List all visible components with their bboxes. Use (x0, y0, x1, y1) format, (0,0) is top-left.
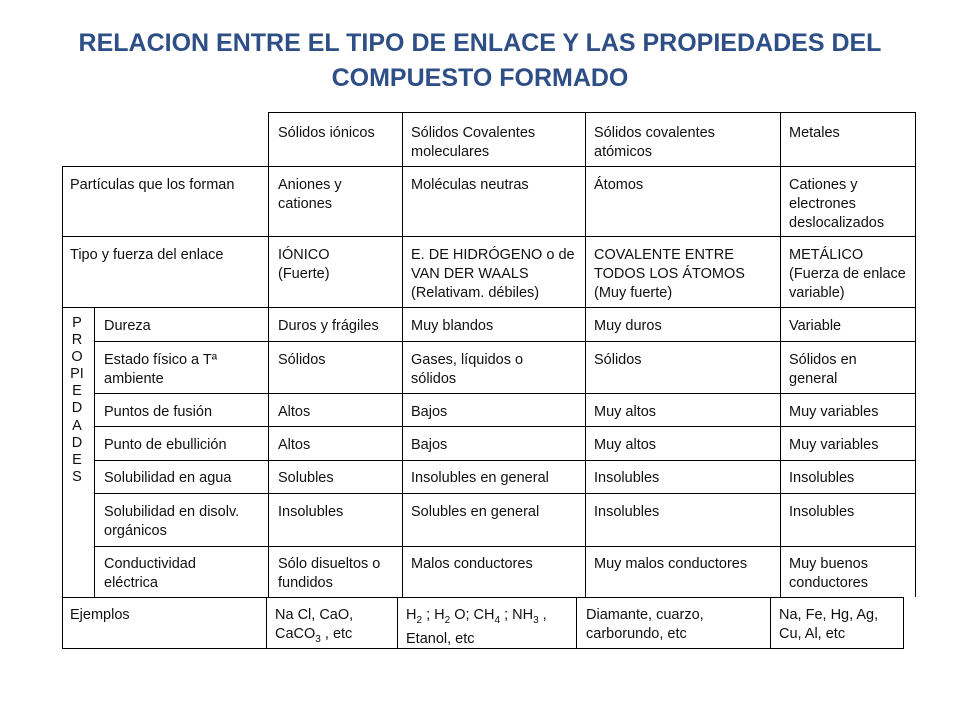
header-metals: Metales (789, 125, 840, 141)
cell-atomic: Muy malos conductores (594, 556, 748, 572)
cell-molecular: Solubles en general (411, 504, 540, 520)
cell-ionic: Aniones y cationes (278, 177, 342, 212)
subscript: 3 (315, 633, 321, 645)
examples-ionic-formula: CaCO (275, 626, 316, 642)
formula-part: H (406, 607, 417, 623)
page-title: RELACION ENTRE EL TIPO DE ENLACE Y LAS PROPIEDADES DEL COMPUESTO FORMADO (78, 29, 882, 92)
subscript: 4 (494, 614, 501, 626)
cell-atomic: Sólidos (594, 352, 642, 368)
table-line (266, 597, 267, 648)
row-label-bond-type: Tipo y fuerza del enlace (70, 247, 224, 263)
cell-metals: Muy variables (789, 437, 879, 453)
row-label-water-solubility: Solubilidad en agua (104, 470, 232, 486)
table-line (770, 597, 771, 648)
row-label-physical-state: Estado físico a Tª ambiente (104, 352, 218, 387)
formula-part: ; NH (500, 607, 534, 623)
header-molecular: Sólidos Covalentes moleculares (411, 125, 536, 160)
cell-atomic: Insolubles (594, 470, 660, 486)
examples-ionic-etc: , etc (320, 626, 353, 642)
row-label-melting: Puntos de fusión (104, 404, 213, 420)
properties-side-label: PROPIEDADES (70, 315, 84, 485)
cell-molecular: E. DE HIDRÓGENO o de VAN DER WAALS (Relativam. débiles) (411, 247, 575, 301)
examples-metals: Na, Fe, Hg, Ag, Cu, Al, etc (779, 607, 879, 642)
examples-ionic-line1: Na Cl, CaO, (275, 607, 354, 623)
table-line (94, 426, 916, 427)
cell-ionic: Altos (278, 437, 311, 453)
row-label-particles: Partículas que los forman (70, 177, 235, 193)
cell-metals: Cationes y electrones deslocalizados (789, 177, 885, 231)
cell-ionic: Insolubles (278, 504, 344, 520)
examples-ionic (275, 606, 353, 649)
row-label-boiling: Punto de ebullición (104, 437, 227, 453)
cell-ionic: Sólo disueltos o fundidos (278, 556, 381, 591)
table-line (62, 236, 916, 237)
cell-ionic: Duros y frágiles (278, 318, 379, 334)
cell-molecular: Moléculas neutras (411, 177, 529, 193)
formula-part: Etanol, etc (406, 630, 475, 647)
row-label-hardness: Dureza (104, 318, 151, 334)
cell-metals: METÁLICO (Fuerza de enlace variable) (789, 247, 906, 301)
subscript: 2 (444, 614, 451, 626)
table-line (780, 112, 781, 597)
header-ionic: Sólidos iónicos (278, 125, 375, 141)
table-line (62, 166, 916, 167)
cell-metals: Muy variables (789, 404, 879, 420)
examples-molecular (406, 606, 547, 649)
cell-molecular: Insolubles en general (411, 470, 549, 486)
cell-molecular: Gases, líquidos o sólidos (411, 352, 524, 387)
table-line (94, 546, 916, 547)
table-line (268, 112, 916, 113)
table-line (903, 597, 904, 648)
table-line (397, 597, 398, 648)
table-line (94, 493, 916, 494)
examples-atomic: Diamante, cuarzo, carborundo, etc (586, 607, 704, 642)
header-atomic: Sólidos covalentes atómicos (594, 125, 715, 160)
cell-metals: Variable (789, 318, 842, 334)
cell-molecular: Bajos (411, 404, 448, 420)
table-line (62, 597, 904, 598)
cell-ionic: Solubles (278, 470, 334, 486)
formula-part: ; H (422, 607, 445, 623)
table-line (62, 597, 63, 648)
cell-ionic: IÓNICO (Fuerte) (278, 247, 330, 282)
formula-part: O; CH (450, 607, 495, 623)
cell-ionic: Sólidos (278, 352, 326, 368)
table-line (268, 112, 269, 597)
cell-atomic: COVALENTE ENTRE TODOS LOS ÁTOMOS (Muy fuerte) (594, 247, 745, 301)
cell-atomic: Muy duros (594, 318, 662, 334)
cell-atomic: Insolubles (594, 504, 660, 520)
cell-metals: Insolubles (789, 470, 855, 486)
row-label-organic-solubility: Solubilidad en disolv. orgánicos (104, 504, 240, 539)
cell-metals: Muy buenos conductores (789, 556, 868, 591)
cell-atomic: Muy altos (594, 404, 657, 420)
subscript: 2 (416, 614, 423, 626)
cell-atomic: Muy altos (594, 437, 657, 453)
formula-part: , (538, 607, 547, 623)
table-line (402, 112, 403, 597)
table-line (62, 307, 916, 308)
cell-ionic: Altos (278, 404, 311, 420)
cell-molecular: Bajos (411, 437, 448, 453)
table-line (915, 112, 916, 597)
cell-molecular: Muy blandos (411, 318, 494, 334)
cell-metals: Insolubles (789, 504, 855, 520)
subscript: 3 (533, 614, 539, 626)
table-line (94, 341, 916, 342)
cell-metals: Sólidos en general (789, 352, 857, 387)
cell-atomic: Átomos (594, 177, 644, 193)
table-line (576, 597, 577, 648)
table-line (94, 307, 95, 597)
cell-molecular: Malos conductores (411, 556, 533, 572)
table-line (62, 166, 63, 597)
row-label-examples: Ejemplos (70, 607, 130, 623)
row-label-conductivity: Conductividad eléctrica (104, 556, 196, 591)
table-line (585, 112, 586, 597)
table-line (94, 393, 916, 394)
table-line (94, 460, 916, 461)
